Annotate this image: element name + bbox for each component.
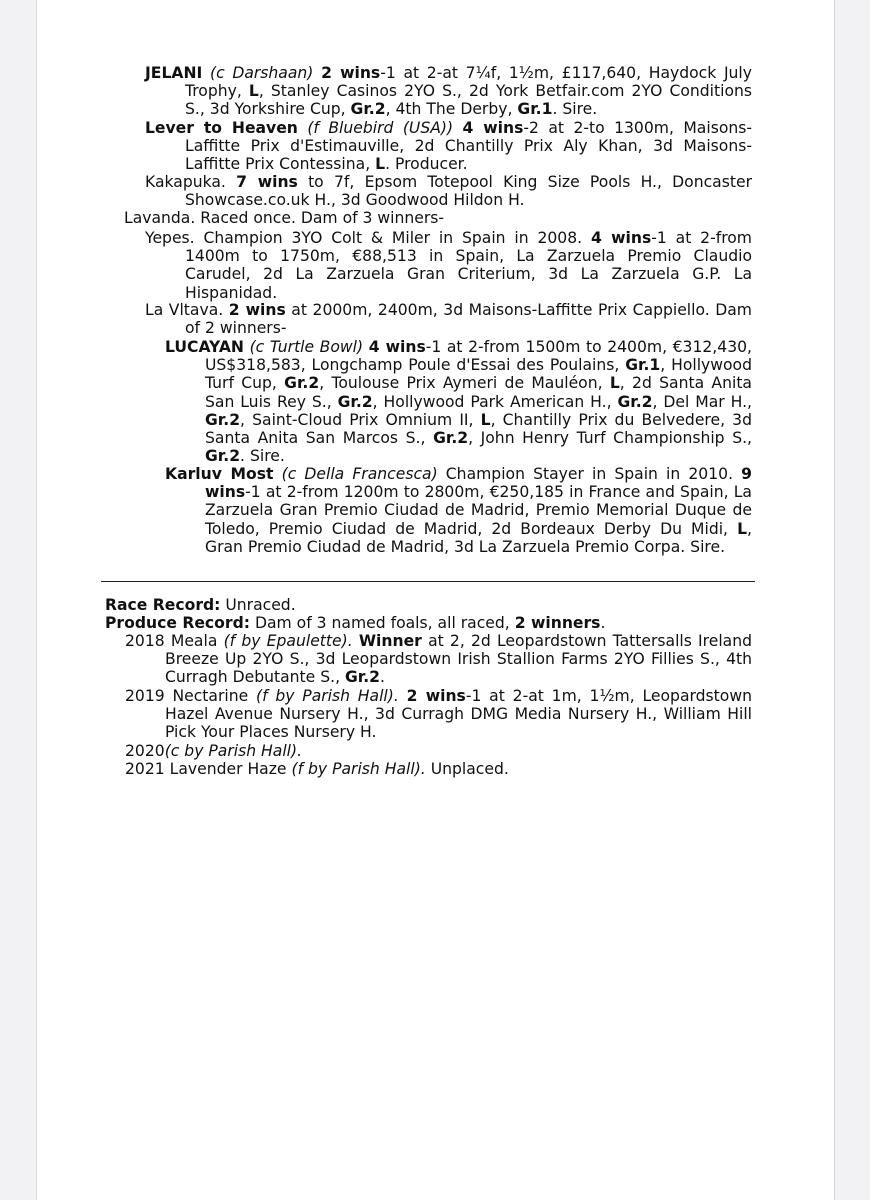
- wins-count: 7 wins: [236, 173, 298, 191]
- wins-count: 4 wins: [462, 119, 524, 137]
- sire-note: (c Darshaan): [210, 64, 314, 82]
- horse-name: Karluv Most: [165, 465, 274, 483]
- pedigree-entry-jelani: JELANI (c Darshaan) 2 wins-1 at 2-at 7¼f, 1½m, £117,640, Haydock July Trophy, L, Stanley Casinos 2YO S., 2d York Betfair.com 2YO Conditions S., 3d Yorkshire Cup, Gr.2, 4th The Derby, Gr.1. Sire.: [145, 64, 752, 119]
- section-divider: [101, 581, 755, 582]
- foal-name: 2020: [125, 742, 165, 760]
- horse-name: Lever to Heaven: [145, 119, 298, 137]
- pedigree-entry-la-vltava: La Vltava. 2 wins at 2000m, 2400m, 3d Maisons-Laffitte Prix Cappiello. Dam of 2 winners-: [145, 301, 752, 338]
- pedigree-entry-lever-to-heaven: Lever to Heaven (f Bluebird (USA)) 4 wins-2 at 2-to 1300m, Maisons-Laffitte Prix d'Estimauville, 2d Chantilly Prix Aly Khan, 3d Maisons-Laffitte Prix Contessina, L. Producer.: [145, 119, 752, 174]
- foal-name: 2019 Nectarine: [125, 687, 249, 705]
- horse-name: Kakapuka.: [145, 173, 226, 191]
- produce-record: Produce Record: Dam of 3 named foals, all raced, 2 winners.: [105, 614, 606, 632]
- race-record-label: Race Record:: [105, 596, 221, 614]
- sire-note: (f Bluebird (USA)): [307, 119, 454, 137]
- foal-entry-2018: 2018 Meala (f by Epaulette). Winner at 2, 2d Leopardstown Tattersalls Ireland Breeze Up 2YO S., 3d Leopardstown Irish Stallion Farms 2YO Fillies S., 4th Curragh Debutante S., Gr.2.: [125, 632, 752, 687]
- race-record-value: Unraced.: [220, 596, 296, 614]
- sire-note: (c Turtle Bowl): [249, 338, 364, 356]
- horse-name: LUCAYAN: [165, 338, 244, 356]
- foal-name: 2021 Lavender Haze: [125, 760, 287, 778]
- wins-count: 2 wins: [321, 64, 381, 82]
- wins-count: 9 wins: [205, 465, 753, 502]
- foal-sire: (c by Parish Hall).: [164, 742, 303, 760]
- wins-count: 4 wins: [590, 229, 652, 247]
- pedigree-entry-karluv-most: Karluv Most (c Della Francesca) Champion Stayer in Spain in 2010. 9 wins-1 at 2-from 1200m to 2800m, €250,185 in France and Spain, La Zarzuela Gran Premio Ciudad de Madrid, Premio Memorial Duque de Toledo, Premio Ciudad de Madrid, 2d Bordeaux Derby Du Midi, L, Gran Premio Ciudad de Madrid, 3d La Zarzuela Premio Corpa. Sire.: [165, 465, 753, 556]
- wins-count: 2 wins: [228, 301, 286, 319]
- horse-name: JELANI: [145, 64, 203, 82]
- pedigree-entry-lucayan: LUCAYAN (c Turtle Bowl) 4 wins-1 at 2-from 1500m to 2400m, €312,430, US$318,583, Longchamp Poule d'Essai des Poulains, Gr.1, Hollywood Turf Cup, Gr.2, Toulouse Prix Aymeri de Mauléon, L, 2d Santa Anita San Luis Rey S., Gr.2, Hollywood Park American H., Gr.2, Del Mar H., Gr.2, Saint-Cloud Prix Omnium II, L, Chantilly Prix du Belvedere, 3d Santa Anita San Marcos S., Gr.2, John Henry Turf Championship S., Gr.2. Sire.: [165, 338, 753, 466]
- wins-count: 4 wins: [368, 338, 426, 356]
- foal-entry-2020: [125, 742, 752, 760]
- foal-entry-2019: 2019 Nectarine (f by Parish Hall). 2 wins-1 at 2-at 1m, 1½m, Leopardstown Hazel Avenue Nursery H., 3d Curragh DMG Media Nursery H., William Hill Pick Your Places Nursery H.: [125, 687, 752, 742]
- foal-sire: (f by Epaulette).: [223, 632, 353, 650]
- race-record: [105, 596, 752, 614]
- foal-sire: (f by Parish Hall).: [291, 760, 426, 778]
- pedigree-entry-kakapuka: Kakapuka. 7 wins to 7f, Epsom Totepool King Size Pools H., Doncaster Showcase.co.uk H., 3d Goodwood Hildon H.: [145, 173, 752, 210]
- produce-record-label: Produce Record:: [105, 614, 250, 632]
- foal-name: 2018 Meala: [125, 632, 218, 650]
- sire-note: (c Della Francesca): [281, 465, 438, 483]
- pedigree-entry-lavanda: Lavanda. Raced once. Dam of 3 winners-: [124, 209, 445, 227]
- foal-entry-2021: 2021 Lavender Haze (f by Parish Hall). Unplaced.: [125, 760, 509, 778]
- foal-sire: (f by Parish Hall).: [256, 687, 399, 705]
- pedigree-entry-yepes: Yepes. Champion 3YO Colt & Miler in Spain in 2008. 4 wins-1 at 2-from 1400m to 1750m, €88,513 in Spain, La Zarzuela Premio Claudio Carudel, 2d La Zarzuela Gran Criterium, 3d La Zarzuela G.P. La Hispanidad.: [145, 229, 752, 302]
